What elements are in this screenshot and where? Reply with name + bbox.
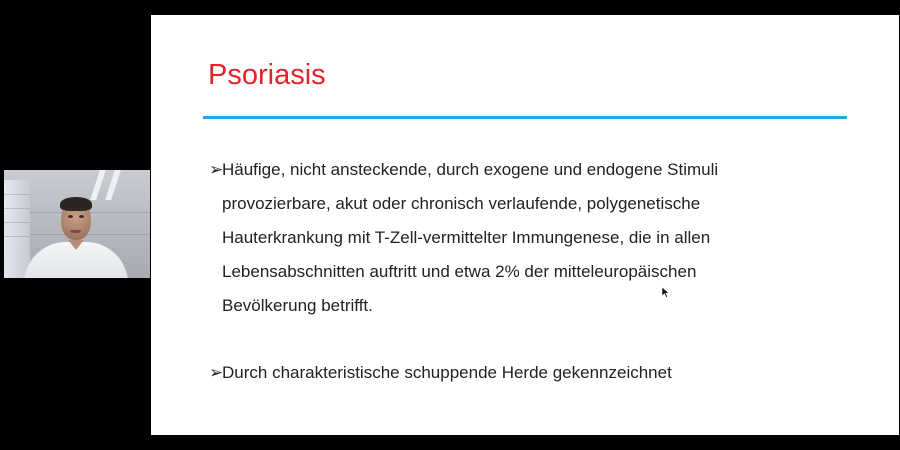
webcam-window-blind — [4, 208, 30, 209]
slide-title: Psoriasis — [208, 59, 326, 91]
presenter-eye — [79, 215, 84, 218]
webcam-ceiling-light — [105, 170, 121, 200]
webcam-window-blind — [4, 236, 30, 237]
presenter-webcam-thumbnail — [4, 170, 150, 278]
presenter-mouth — [70, 230, 81, 233]
bullet-point-definition — [209, 153, 799, 323]
presentation-slide — [151, 15, 899, 435]
webcam-wall-line — [30, 234, 150, 235]
webcam-window-blind — [4, 194, 30, 195]
title-underline-rule — [203, 116, 847, 119]
bullet-arrow-icon: ➢ — [209, 363, 224, 383]
bullet-point-characteristic — [209, 356, 819, 390]
bullet-definition-text: Häufige, nicht ansteckende, durch exogene und endogene Stimuli provozierbare, akut oder chronisch verlaufende, polygenetische Hauterkrankung mit T-Zell-vermittelter Immungenese, die in allen Lebensabschnitten auftritt und etwa 2% der mitteleuropäischen Bevölkerung betrifft. — [222, 160, 719, 315]
bullet-characteristic-text: Durch charakteristische schuppende Herde gekennzeichnet — [222, 363, 672, 382]
presenter-hair — [60, 197, 92, 211]
webcam-window-blind — [4, 222, 30, 223]
mouse-pointer-icon — [662, 287, 670, 298]
presenter-eye — [68, 215, 73, 218]
bullet-arrow-icon: ➢ — [209, 160, 224, 180]
webcam-ceiling-light — [90, 170, 106, 200]
